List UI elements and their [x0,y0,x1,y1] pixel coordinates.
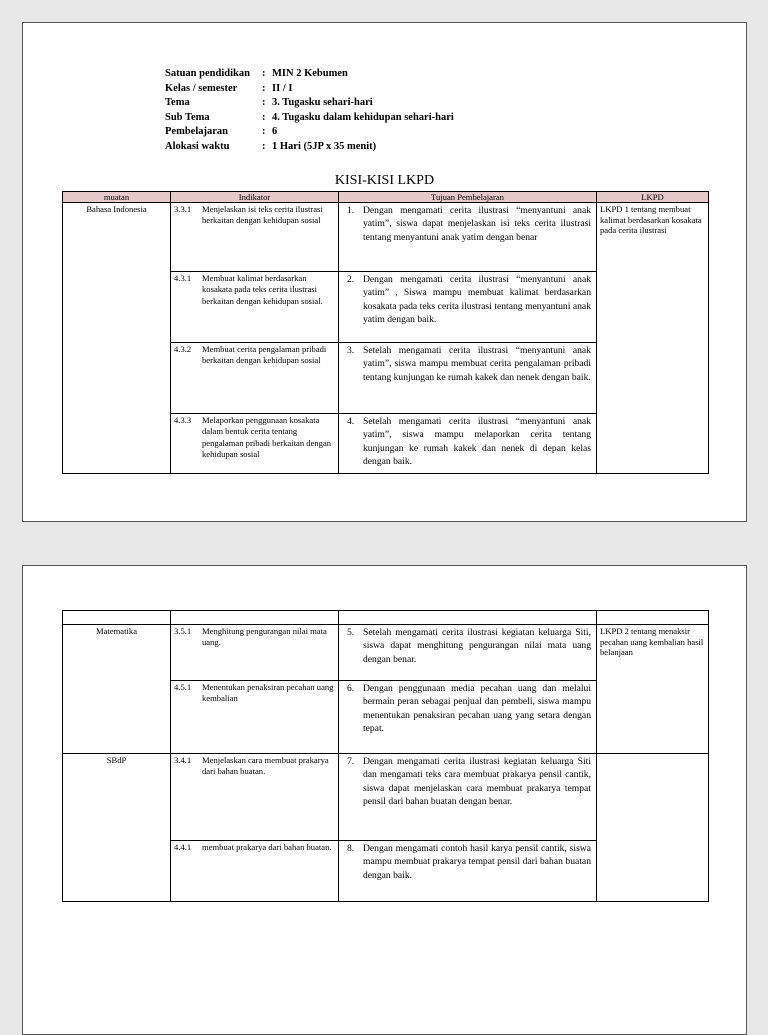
tujuan-text: Dengan mengamati contoh hasil karya pensil cantik, siswa mampu membuat prakarya tempat pensil dari bahan buatan dengan baik. [363,843,591,881]
tujuan-number: 7. [347,756,355,767]
identity-value: 3. Tugasku sehari-hari [272,97,373,108]
tujuan-text: Setelah mengamati cerita ilustrasi “menyantuni anak yatim”, siswa mampu melaporkan cerita tentang kunjungan ke rumah kakek dan nenek di depan kelas dengan baik. [363,416,591,468]
identity-value: 6 [272,126,278,137]
identity-label: Alokasi waktu [165,140,230,152]
indikator-code: 4.3.3 [174,415,192,425]
identity-label: Sub Tema [165,111,210,123]
identity-label: Satuan pendidikan [165,68,250,79]
muatan-cell: Matematika [63,625,171,754]
identity-label: Tema [165,97,190,108]
identity-row: Tema : 3. Tugasku sehari-hari [165,96,454,111]
tujuan-text: Dengan mengamati cerita ilustrasi kegiatan keluarga Siti dan mengamati teks cara membuat prakarya pensil cantik, siswa dapat menjelaskan cara membuat prakarya tempat pensil dari bahan buatan dengan benar. [363,756,591,808]
indikator-code: 4.5.1 [174,682,192,692]
kisi-table [62,191,709,474]
indikator-code: 4.3.2 [174,344,192,354]
lkpd-cell: LKPD 1 tentang membuat kalimat berdasarkan kosakata pada cerita ilustrasi [597,203,709,474]
indikator-code: 3.3.1 [174,204,192,214]
tujuan-number: 2. [347,274,355,285]
table-row [63,625,709,681]
identity-row: Sub Tema : 4. Tugasku dalam kehidupan sehari-hari [165,111,454,126]
tujuan-cell [339,414,597,474]
indikator-code: 3.4.1 [174,755,192,765]
muatan-cell: SBdP [63,754,171,902]
tujuan-cell [339,841,597,902]
tujuan-cell [339,754,597,841]
table-blank-row [63,611,709,625]
table-header-row [63,192,709,203]
identity-row: Alokasi waktu : 1 Hari (5JP x 35 menit) [165,140,454,155]
tujuan-text: Setelah mengamati cerita ilustrasi kegiatan keluarga Siti, siswa dapat menghitung pengurangan nilai mata uang dengan benar. [363,627,591,665]
tujuan-cell [339,625,597,681]
tujuan-text: Dengan penggunaan media pecahan uang dan melalui bermain peran sebagai penjual dan pembeli, siswa mampu menentukan penaksiran pecahan uang yang setara dengan tepat. [363,683,591,735]
header-muatan: muatan [63,192,171,203]
indikator-cell [171,414,339,474]
tujuan-cell [339,343,597,414]
indikator-text: Menjelaskan isi teks cerita ilustrasi berkaitan dengan kehidupan sosial [202,204,323,226]
tujuan-text: Dengan mengamati cerita ilustrasi “menyantuni anak yatim”, siswa dapat menjelaskan isi teks cerita ilustrasi tentang menyantuni anak yatim dengan benar [363,205,591,243]
identity-block [165,67,454,154]
tujuan-cell [339,681,597,754]
table-row [63,203,709,272]
muatan-cell: Bahasa Indonesia [63,203,171,474]
document-page-2 [22,565,747,1035]
lkpd-cell [597,754,709,902]
indikator-cell [171,343,339,414]
indikator-cell [171,754,339,841]
lkpd-cell: LKPD 2 tentang menaksir pecahan uang kembalian hasil belanjaan [597,625,709,754]
indikator-code: 4.3.1 [174,273,192,283]
indikator-text: Menghitung pengurangan nilai mata uang. [202,626,327,648]
header-lkpd: LKPD [597,192,709,203]
tujuan-cell [339,203,597,272]
identity-value: II / I [272,82,293,94]
tujuan-number: 4. [347,416,355,427]
indikator-text: Menentukan penaksiran pecahan uang kembalian [202,682,334,704]
identity-label: Pembelajaran [165,126,228,137]
table-row [63,754,709,841]
identity-value: 4. Tugasku dalam kehidupan sehari-hari [272,111,454,123]
identity-row: Kelas / semester : II / I [165,82,454,97]
tujuan-number: 1. [347,205,355,216]
indikator-text: Menjelaskan cara membuat prakarya dari bahan buatan. [202,755,329,777]
identity-row: Satuan pendidikan : MIN 2 Kebumen [165,67,454,82]
identity-row: Pembelajaran : 6 [165,125,454,140]
identity-value: MIN 2 Kebumen [272,68,348,79]
indikator-cell [171,203,339,272]
kisi-table-continued [62,610,709,902]
header-tujuan: Tujuan Pembelajaran [339,192,597,203]
indikator-text: Melaporkan penggunaan kosakata dalam bentuk cerita tentang pengalaman pribadi berkaitan dengan kehidupan sosial [202,415,332,460]
tujuan-text: Setelah mengamati cerita ilustrasi “menyantuni anak yatim”, siswa mampu membuat cerita pengalaman pribadi tentang kunjungan ke rumah kakek dan nenek dengan baik. [363,345,591,383]
document-title: KISI-KISI LKPD [334,173,435,188]
indikator-code: 3.5.1 [174,626,192,636]
indikator-text: membuat prakarya dari bahan buatan. [202,842,332,852]
indikator-cell [171,841,339,902]
tujuan-number: 3. [347,345,355,356]
header-indikator: Indikator [171,192,339,203]
document-page-1 [22,22,747,522]
tujuan-cell [339,272,597,343]
indikator-code: 4.4.1 [174,842,192,852]
indikator-cell [171,681,339,754]
indikator-text: Membuat kalimat berdasarkan kosakata pada teks cerita ilustrasi berkaitan dengan kehidupan sosial. [202,273,323,306]
identity-value: 1 Hari (5JP x 35 menit) [272,140,377,152]
indikator-cell [171,625,339,681]
tujuan-number: 8. [347,843,355,854]
tujuan-number: 5. [347,627,355,638]
identity-label: Kelas / semester [165,82,238,94]
indikator-cell [171,272,339,343]
tujuan-text: Dengan mengamati cerita ilustrasi “menyantuni anak yatim” , Siswa mampu membuat kalimat berdasarkan kosakata pada teks cerita ilustrasi tentang menyantuni anak yatim dengan baik. [363,274,591,326]
indikator-text: Membuat cerita pengalaman pribadi berkaitan dengan kehidupan sosial [202,344,327,366]
tujuan-number: 6. [347,683,355,694]
